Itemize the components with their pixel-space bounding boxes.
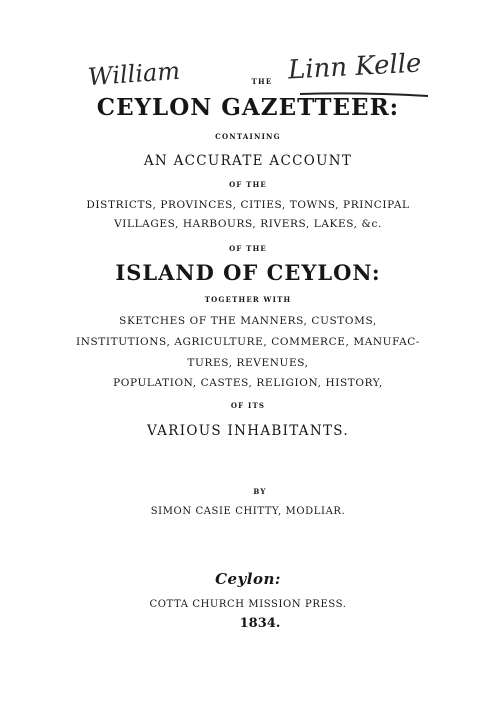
districts-line-2: VILLAGES, HARBOURS, RIVERS, LAKES, &c.: [114, 218, 382, 230]
inhabitants-line: VARIOUS INHABITANTS.: [147, 423, 349, 439]
sketches-line-1: SKETCHES OF THE MANNERS, CUSTOMS,: [119, 315, 377, 327]
imprint-year: 1834.: [239, 616, 281, 631]
subtitle: AN ACCURATE ACCOUNT: [143, 153, 353, 169]
of-the-label-2: OF THE: [229, 244, 267, 253]
by-label: BY: [253, 487, 267, 496]
imprint-press: COTTA CHURCH MISSION PRESS.: [149, 599, 347, 610]
author-name: SIMON CASIE CHITTY, MODLIAR.: [150, 506, 346, 517]
imprint-place: Ceylon:: [215, 570, 281, 588]
signature-right: Linn Kelle: [287, 48, 423, 86]
districts-line-1: DISTRICTS, PROVINCES, CITIES, TOWNS, PRINCIPAL: [86, 199, 410, 211]
of-the-label-1: OF THE: [229, 180, 267, 189]
the-label: THE: [251, 77, 273, 86]
of-its-label: OF ITS: [230, 401, 266, 410]
sketches-line-2: INSTITUTIONS, AGRICULTURE, COMMERCE, MANUFAC-: [75, 336, 421, 348]
island-heading: ISLAND OF CEYLON:: [115, 260, 381, 285]
page-title: CEYLON GAZETTEER:: [96, 94, 400, 121]
containing-label: CONTAINING: [215, 132, 281, 141]
sketches-line-4: POPULATION, CASTES, RELIGION, HISTORY,: [113, 377, 383, 389]
sketches-line-3: TURES, REVENUES,: [187, 357, 309, 369]
together-with-label: TOGETHER WITH: [204, 295, 292, 304]
signature-left: William: [87, 56, 181, 92]
